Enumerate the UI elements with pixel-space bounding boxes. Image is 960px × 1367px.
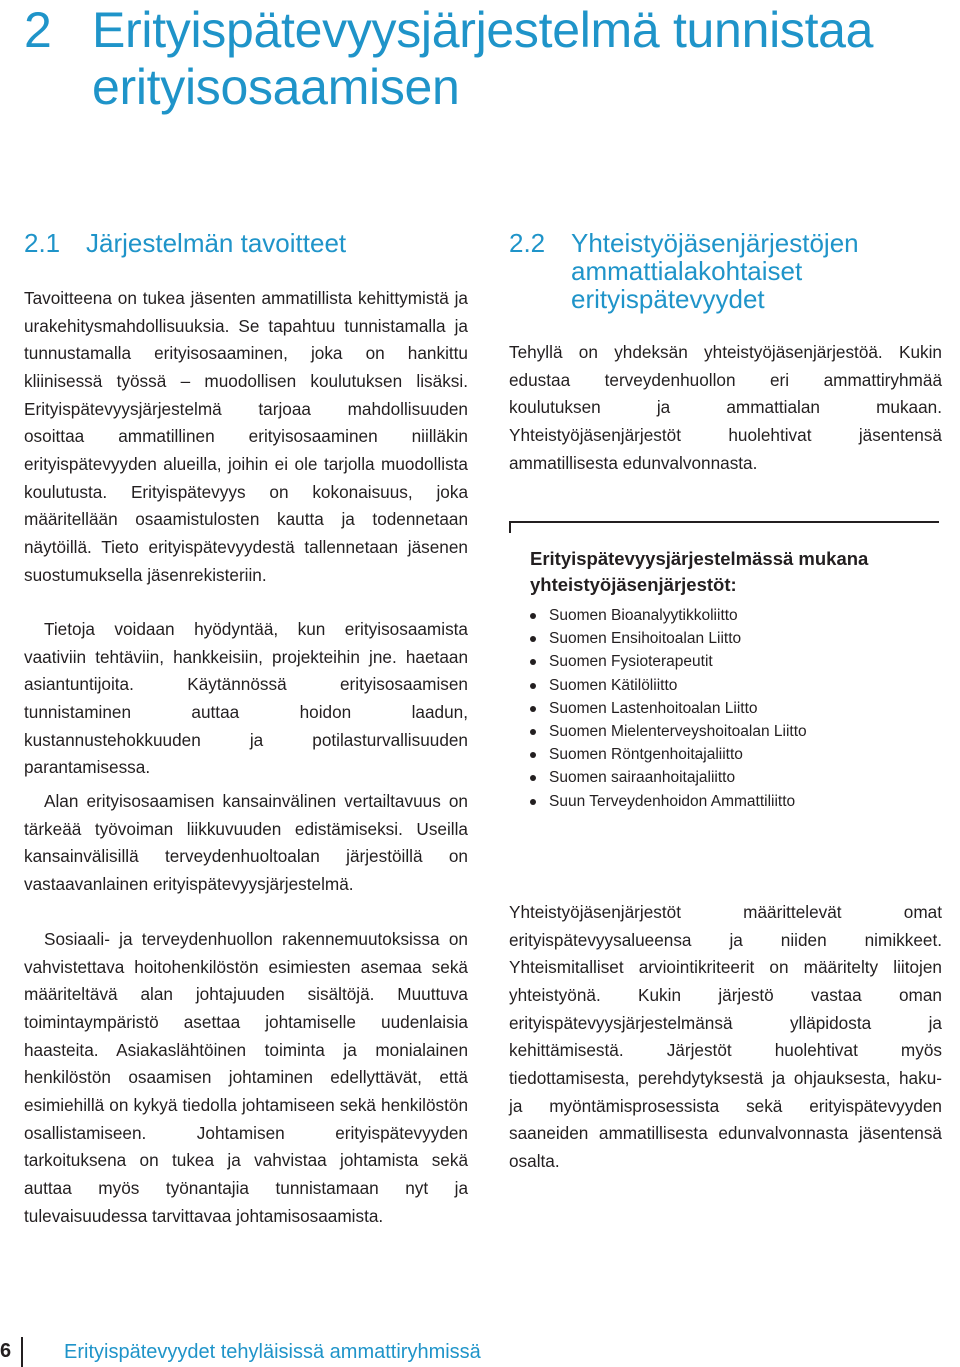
box-corner-mark <box>509 521 511 533</box>
list-item: Suomen Röntgenhoitajaliitto <box>530 743 807 766</box>
list-item: Suomen Kätilöliitto <box>530 674 807 697</box>
paragraph-4: Sosiaali- ja terveydenhuollon rakennemuutoksissa on vahvistettava hoitohenkilöstön esimiesten asemaa sekä määriteltävä alan johtajuuden sisältöjä. Muuttuva toimintaympäristö asettaa johtamiselle uudenlaisia haasteita. Asiakaslähtöinen toiminta ja monialainen henkilöstön osaamisen johtaminen edellyttävät, että esimiehillä on kykyä tiedolla johtamiseen sekä henkilöstön osallistamiseen. Johtamisen erityispätevyyden tarkoituksena on tukea ja vahvistaa johtamista sekä auttaa myös työnantajia tunnistamaan nyt ja tulevaisuudessa tarvittavaa johtamisosaamista. <box>24 929 468 1226</box>
closing-paragraph: Yhteistyöjäsenjärjestöt määrittelevät omat erityispätevyysalueensa ja niiden nimikkeet. Yhteismitalliset arviointikriteerit on määritelty liitojen yhteistyönä. Kukin järjestö vastaa oman erityispätevyysjärjestelmänsä ylläpidosta ja kehittämisestä. Järjestöt huolehtivat myös tiedottamisesta, perehdytyksestä ja ohjauksesta, haku- ja myöntämisprosessista sekä erityispätevyyden saaneiden ammatillisesta edunvalvonnasta jäsentensä osalta. <box>509 902 942 1171</box>
chapter-title: Erityispätevyysjärjestelmä tunnistaa erityisosaamisen <box>92 2 874 115</box>
section-number: 2.1 <box>24 228 61 258</box>
list-item: Suun Terveydenhoidon Ammattiliitto <box>530 790 807 813</box>
list-item: Suomen Fysioterapeutit <box>530 650 807 673</box>
organizations-list <box>530 604 807 813</box>
footer-divider <box>21 1337 23 1367</box>
list-item: Suomen Ensihoitoalan Liitto <box>530 627 807 650</box>
chapter-number: 2 <box>24 2 52 58</box>
list-item: Suomen sairaanhoitajaliitto <box>530 766 807 789</box>
paragraph-2: Tietoja voidaan hyödyntää, kun erityisosaamista vaativiin tehtäviin, hankkeisiin, projekteihin jne. haetaan asiantuntijoita. Käytännössä erityisosaamisen tunnistaminen auttaa hoidon laadun, kustannustehokkuuden ja potilasturvallisuuden parantamisessa. <box>24 619 468 778</box>
intro-paragraph: Tehyllä on yhdeksän yhteistyöjäsenjärjestöä. Kukin edustaa terveydenhuollon eri ammattiryhmää koulutuksen ja ammattialan mukaan. Yhteistyöjäsenjärjestöt huolehtivat jäsentensä ammatillisesta edunvalvonnasta. <box>509 342 942 473</box>
list-item: Suomen Mielenterveyshoitoalan Liitto <box>530 720 807 743</box>
section-number: 2.2 <box>509 228 546 258</box>
paragraph-3: Alan erityisosaamisen kansainvälinen vertailtavuus on tärkeää työvoiman liikkuvuuden edistämiseksi. Useilla kansainvälisillä terveydenhuoltoalan järjestöillä on vastaavanlainen erityispätevyysjärjestelmä. <box>24 791 468 894</box>
footer-title: Erityispätevyydet tehyläisissä ammattiryhmissä <box>64 1341 481 1363</box>
page-number: 6 <box>0 1340 12 1362</box>
list-item: Suomen Bioanalyytikkoliitto <box>530 604 807 627</box>
box-title: Erityispätevyysjärjestelmässä mukana yhteistyöjäsenjärjestöt: <box>530 548 869 595</box>
organizations-box <box>509 521 939 819</box>
section-title: Järjestelmän tavoitteet <box>86 228 347 258</box>
page-footer <box>0 1337 960 1367</box>
list-item: Suomen Lastenhoitoalan Liitto <box>530 697 807 720</box>
section-title: Yhteistyöjäsenjärjestöjen ammattialakohtaiset erityispätevyydet <box>571 228 859 314</box>
paragraph-1: Tavoitteena on tukea jäsenten ammatillista kehittymistä ja urakehitysmahdollisuuksia. Se tapahtuu tunnistamalla ja tunnustamalla erityisosaaminen, joka on hankittu kliinisessä työssä – muodollisen koulutuksen lisäksi. Erityispätevyysjärjestelmä tarjoaa mahdollisuuden osoittaa ammatillinen erityisosaaminen niilläkin erityispätevyyden alueilla, joihin ei ole tarjolla muodollista koulutusta. Erityispätevyys on kokonaisuus, joka määritellään osaamistulosten kautta ja todennetaan näytöillä. Tieto erityispätevyydestä tallennetaan jäsenen suostumuksella jäsenrekisteriin. <box>24 288 468 585</box>
